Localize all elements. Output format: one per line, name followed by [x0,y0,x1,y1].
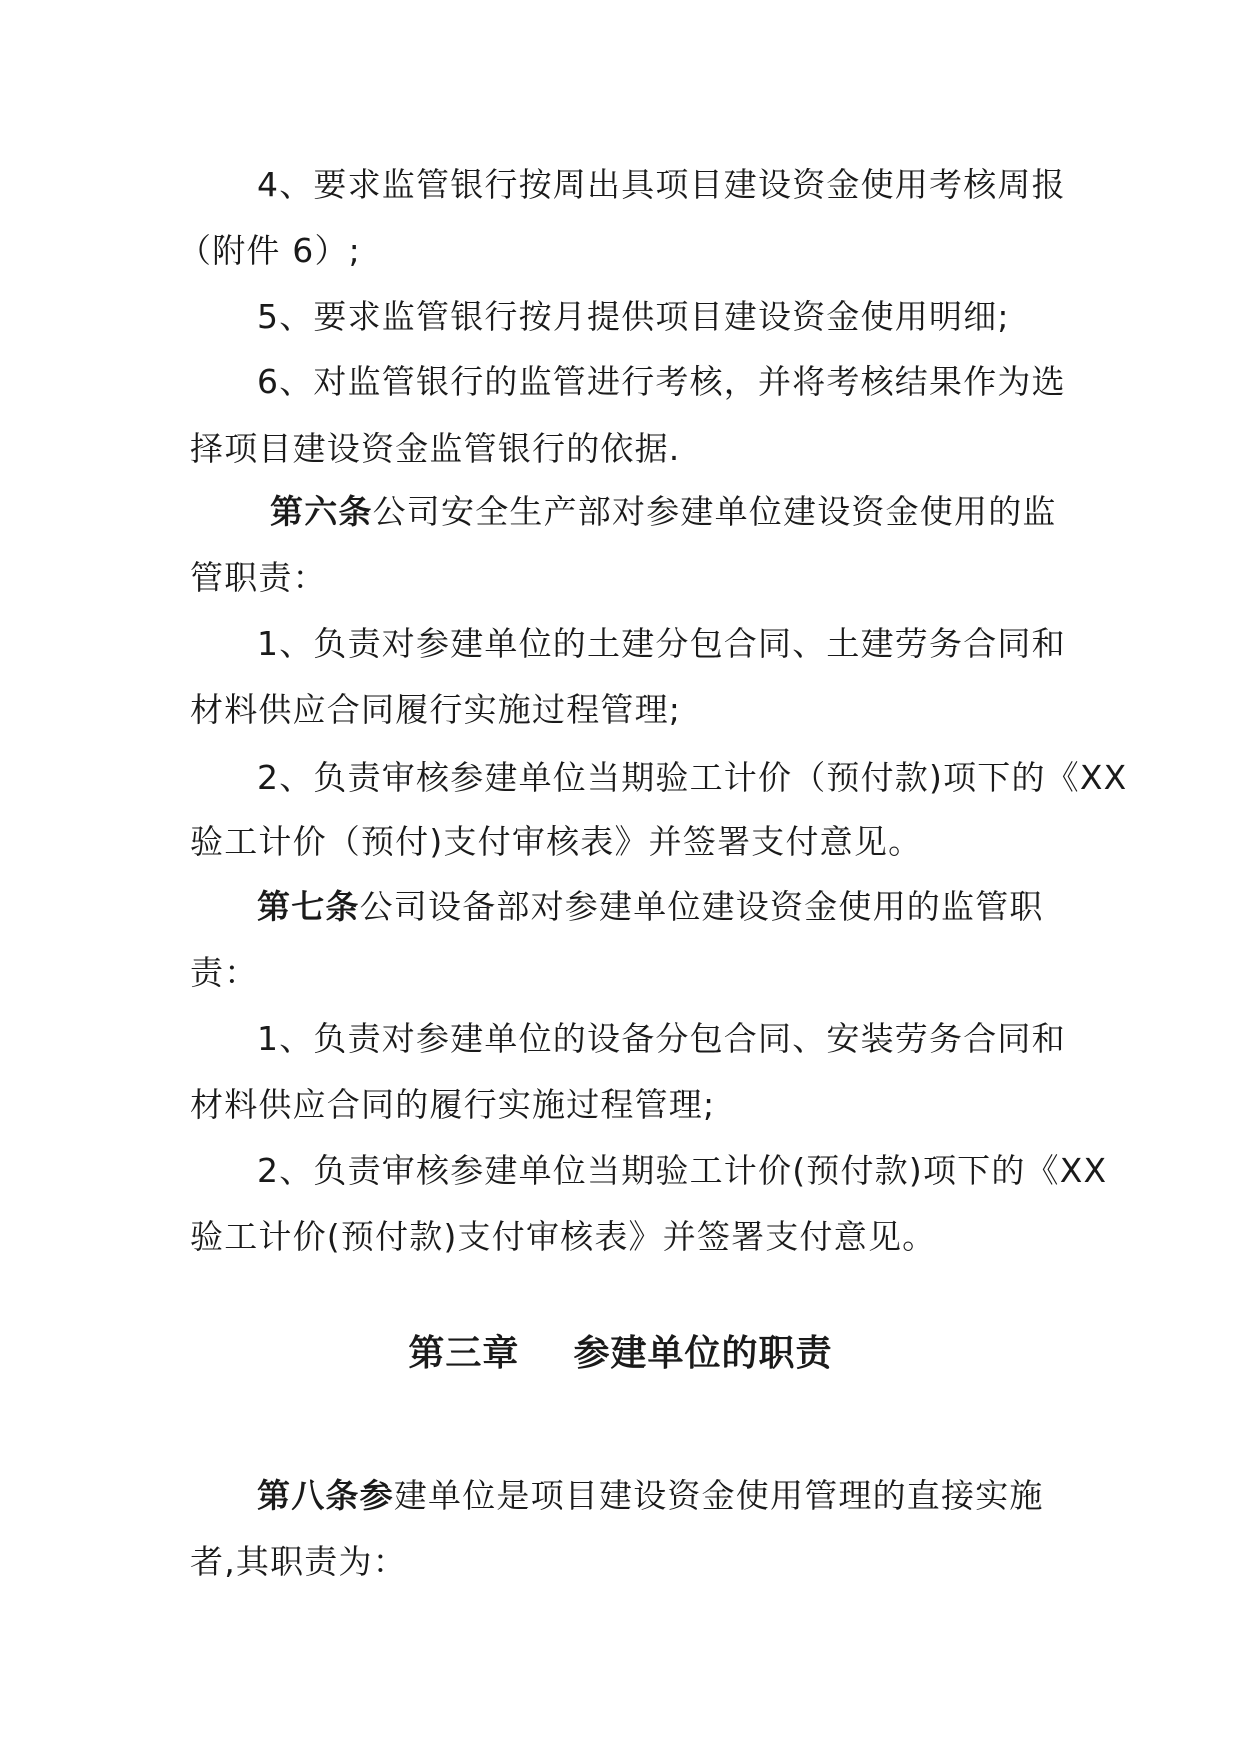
article-7-item-2-line-2: 验工计价(预付款)支付审核表》并签署支付意见。 [190,1217,937,1256]
chapter-3-heading: 第三章 参建单位的职责 [408,1333,833,1374]
article-8-text: 建单位是项目建设资金使用管理的直接实施 [393,1476,1044,1515]
item-4-line-1: 4、要求监管银行按周出具项目建设资金使用考核周报 [257,165,1066,204]
article-6-line-2: 管职责： [190,558,327,597]
item-6-line-1: 6、对监管银行的监管进行考核，并将考核结果作为选 [257,362,1066,401]
item-5: 5、要求监管银行按月提供项目建设资金使用明细; [257,297,1010,336]
article-6-item-1-line-1: 1、负责对参建单位的土建分包合同、土建劳务合同和 [257,624,1066,663]
item-4-line-2: （附件 6）; [178,231,362,270]
item-6-line-2: 择项目建设资金监管银行的依据. [190,429,681,468]
article-6-line-1 [270,492,1060,532]
article-6-text: 公司安全生产部对参建单位建设资金使用的监 [372,492,1057,531]
article-7-title: 第七条 [257,887,360,926]
article-8-title: 第八条参 [257,1476,394,1515]
article-7-item-1-line-2: 材料供应合同的履行实施过程管理; [190,1085,716,1124]
article-8-line-2: 者,其职责为： [190,1542,407,1581]
article-6-title: 第六条 [270,492,373,531]
article-8-line-1 [257,1476,1060,1516]
article-7-item-1-line-1: 1、负责对参建单位的设备分包合同、安装劳务合同和 [257,1019,1066,1058]
article-6-item-1-line-2: 材料供应合同履行实施过程管理; [190,690,682,729]
article-7-item-2-line-1: 2、负责审核参建单位当期验工计价(预付款)项下的《XX [257,1151,1108,1190]
article-7-text: 公司设备部对参建单位建设资金使用的监管职 [359,887,1044,926]
article-7-line-2: 责： [190,953,259,992]
article-7-line-1 [257,887,1060,927]
article-6-item-2-line-1: 2、负责审核参建单位当期验工计价（预付款)项下的《XX [257,758,1128,797]
article-6-item-2-line-2: 验工计价（预付)支付审核表》并签署支付意见。 [190,822,923,861]
